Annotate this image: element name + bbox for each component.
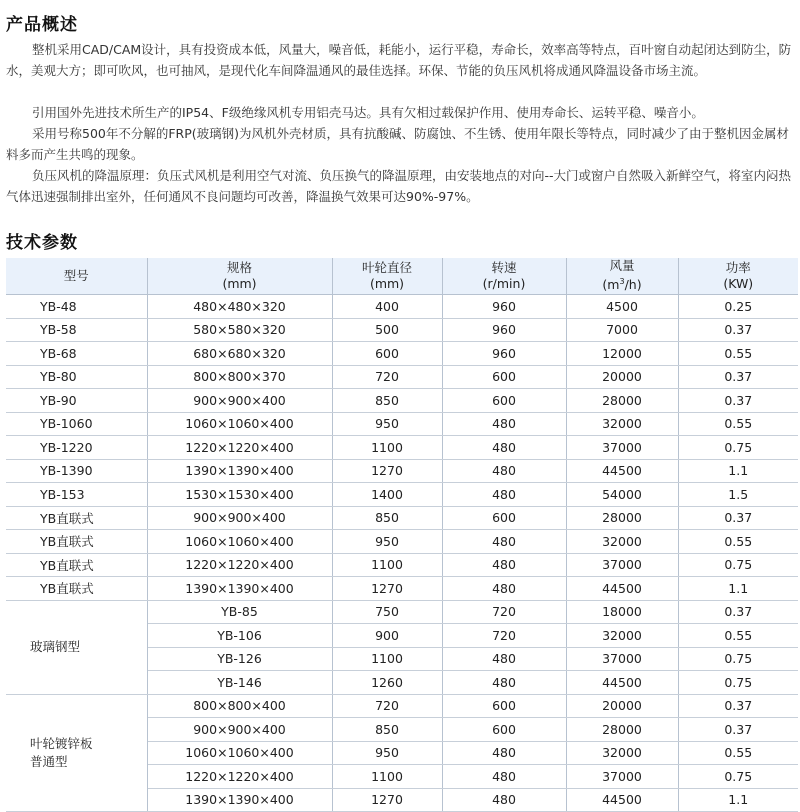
cell-airflow: 18000 (566, 600, 678, 624)
cell-impeller: 1100 (332, 553, 442, 577)
cell-impeller: 720 (332, 694, 442, 718)
spec-table-header (6, 258, 798, 295)
cell-speed: 480 (442, 483, 566, 507)
table-row (6, 483, 798, 507)
cell-airflow: 32000 (566, 412, 678, 436)
cell-speed: 480 (442, 765, 566, 789)
table-row (6, 412, 798, 436)
cell-airflow: 32000 (566, 741, 678, 765)
overview-paragraph-4: 负压风机的降温原理：负压式风机是利用空气对流、负压换气的降温原理，由安装地点的对向--大门或窗户自然吸入新鲜空气，将室内闷热气体迅速强制排出室外，任何通风不良问题均可改善，降温换气效果可达90%-97%。 (6, 168, 792, 204)
cell-impeller: 500 (332, 318, 442, 342)
cell-size: 800×800×370 (147, 365, 332, 389)
cell-model: YB-80 (6, 365, 147, 389)
cell-airflow: 44500 (566, 459, 678, 483)
cell-airflow: 28000 (566, 506, 678, 530)
cell-size: 800×800×400 (147, 694, 332, 718)
cell-model: YB-1390 (6, 459, 147, 483)
cell-impeller: 1400 (332, 483, 442, 507)
cell-impeller: 750 (332, 600, 442, 624)
table-row (6, 365, 798, 389)
cell-speed: 720 (442, 624, 566, 648)
header-airflow: 风量 $(m^3/h)$ (566, 258, 678, 295)
cell-airflow: 44500 (566, 671, 678, 695)
cell-size: 1220×1220×400 (147, 553, 332, 577)
cell-speed: 600 (442, 718, 566, 742)
cell-size: 1060×1060×400 (147, 530, 332, 554)
cell-power: 0.55 (678, 342, 798, 366)
header-speed: 转速 (r/min) (442, 258, 566, 295)
table-row (6, 506, 798, 530)
cell-power: 1.1 (678, 459, 798, 483)
cell-speed: 480 (442, 459, 566, 483)
header-model: 型号 (6, 258, 147, 295)
table-row (6, 577, 798, 601)
cell-power: 0.37 (678, 365, 798, 389)
cell-airflow: 37000 (566, 647, 678, 671)
cell-speed: 480 (442, 671, 566, 695)
cell-speed: 960 (442, 342, 566, 366)
cell-size: 480×480×320 (147, 295, 332, 319)
cell-airflow: 44500 (566, 788, 678, 812)
table-row (6, 530, 798, 554)
cell-power: 0.37 (678, 600, 798, 624)
header-size: 规格 (mm) (147, 258, 332, 295)
table-row (6, 694, 798, 718)
table-row (6, 295, 798, 319)
cell-model: YB-153 (6, 483, 147, 507)
cell-speed: 480 (442, 741, 566, 765)
table-row (6, 318, 798, 342)
cell-speed: 480 (442, 553, 566, 577)
cell-size: 900×900×400 (147, 718, 332, 742)
cell-airflow: 32000 (566, 624, 678, 648)
cell-size: 1390×1390×400 (147, 577, 332, 601)
cell-model: YB-126 (147, 647, 332, 671)
group-label-galvanized: 叶轮镀锌板 普通型 (6, 694, 147, 812)
cell-speed: 480 (442, 412, 566, 436)
cell-power: 0.55 (678, 412, 798, 436)
cell-size: 1060×1060×400 (147, 412, 332, 436)
cell-power: 0.55 (678, 624, 798, 648)
cell-impeller: 1100 (332, 647, 442, 671)
header-power: 功率 (KW) (678, 258, 798, 295)
cell-model: YB-90 (6, 389, 147, 413)
cell-power: 0.37 (678, 506, 798, 530)
cell-speed: 960 (442, 318, 566, 342)
cell-power: 0.55 (678, 741, 798, 765)
spec-table (6, 258, 798, 812)
cell-size: 1390×1390×400 (147, 459, 332, 483)
cell-impeller: 1260 (332, 671, 442, 695)
cell-impeller: 1270 (332, 577, 442, 601)
cell-speed: 960 (442, 295, 566, 319)
cell-size: 1220×1220×400 (147, 765, 332, 789)
cell-airflow: 37000 (566, 436, 678, 460)
cell-model: YB直联式 (6, 577, 147, 601)
cell-impeller: 950 (332, 741, 442, 765)
cell-speed: 480 (442, 436, 566, 460)
group-label-frp: 玻璃钢型 (6, 600, 147, 694)
overview-paragraph-1: 整机采用CAD/CAM设计，具有投资成本低，风量大，噪音低，耗能小，运行平稳，寿命长，效率高等特点，百叶窗自动起闭达到防尘，防水，美观大方；即可吹风，也可抽风，是现代化车间降温通风的最佳选择。环保、节能的负压风机将成通风降温设备市场主流。 (6, 42, 792, 78)
cell-power: 1.1 (678, 788, 798, 812)
cell-impeller: 950 (332, 530, 442, 554)
cell-airflow: 28000 (566, 389, 678, 413)
cell-size: 680×680×320 (147, 342, 332, 366)
cell-impeller: 400 (332, 295, 442, 319)
cell-speed: 480 (442, 647, 566, 671)
cell-impeller: 850 (332, 389, 442, 413)
cell-impeller: 1100 (332, 436, 442, 460)
cell-size: 900×900×400 (147, 389, 332, 413)
cell-size: 1060×1060×400 (147, 741, 332, 765)
cell-power: 0.37 (678, 694, 798, 718)
cell-impeller: 1270 (332, 788, 442, 812)
cell-model: YB直联式 (6, 553, 147, 577)
cell-speed: 600 (442, 506, 566, 530)
cell-speed: 480 (442, 530, 566, 554)
cell-size: 1220×1220×400 (147, 436, 332, 460)
cell-model: YB直联式 (6, 506, 147, 530)
cell-power: 0.75 (678, 553, 798, 577)
cell-model: YB-146 (147, 671, 332, 695)
table-row (6, 553, 798, 577)
cell-power: 0.55 (678, 530, 798, 554)
cell-speed: 480 (442, 577, 566, 601)
table-row (6, 342, 798, 366)
cell-power: 0.37 (678, 389, 798, 413)
cell-power: 0.25 (678, 295, 798, 319)
cell-impeller: 850 (332, 506, 442, 530)
cell-airflow: 20000 (566, 365, 678, 389)
cell-speed: 600 (442, 365, 566, 389)
cell-power: 0.75 (678, 765, 798, 789)
cell-speed: 600 (442, 694, 566, 718)
cell-size: 1530×1530×400 (147, 483, 332, 507)
overview-paragraph-3: 采用号称500年不分解的FRP(玻璃钢)为风机外壳材质，具有抗酸碱、防腐蚀、不生锈、使用年限长等特点，同时减少了由于整机因金属材料多而产生共鸣的现象。 (6, 126, 790, 162)
cell-model: YB直联式 (6, 530, 147, 554)
cell-model: YB-106 (147, 624, 332, 648)
overview-title: 产品概述 (6, 15, 78, 35)
cell-power: 0.75 (678, 436, 798, 460)
cell-impeller: 950 (332, 412, 442, 436)
cell-airflow: 54000 (566, 483, 678, 507)
cell-power: 1.1 (678, 577, 798, 601)
cell-airflow: 28000 (566, 718, 678, 742)
cell-airflow: 44500 (566, 577, 678, 601)
cell-model: YB-1060 (6, 412, 147, 436)
header-impeller: 叶轮直径 (mm) (332, 258, 442, 295)
cell-power: 0.37 (678, 318, 798, 342)
cell-power: 0.75 (678, 671, 798, 695)
table-row (6, 459, 798, 483)
cell-impeller: 1100 (332, 765, 442, 789)
cell-impeller: 900 (332, 624, 442, 648)
cell-airflow: 20000 (566, 694, 678, 718)
overview-paragraph-2: 引用国外先进技术所生产的IP54、F级绝缘风机专用铝壳马达。具有欠相过载保护作用、使用寿命长、运转平稳、噪音小。 (32, 105, 704, 120)
cell-impeller: 850 (332, 718, 442, 742)
table-row (6, 436, 798, 460)
cell-model: YB-58 (6, 318, 147, 342)
cell-model: YB-1220 (6, 436, 147, 460)
cell-impeller: 1270 (332, 459, 442, 483)
cell-speed: 600 (442, 389, 566, 413)
cell-model: YB-68 (6, 342, 147, 366)
cell-power: 0.75 (678, 647, 798, 671)
cell-airflow: 12000 (566, 342, 678, 366)
cell-size: 900×900×400 (147, 506, 332, 530)
cell-airflow: 37000 (566, 765, 678, 789)
cell-size: 1390×1390×400 (147, 788, 332, 812)
cell-airflow: 7000 (566, 318, 678, 342)
cell-airflow: 32000 (566, 530, 678, 554)
cell-size: 580×580×320 (147, 318, 332, 342)
cell-power: 1.5 (678, 483, 798, 507)
table-row (6, 389, 798, 413)
cell-speed: 720 (442, 600, 566, 624)
table-row (6, 600, 798, 624)
specs-title: 技术参数 (6, 233, 78, 253)
cell-model: YB-48 (6, 295, 147, 319)
cell-model: YB-85 (147, 600, 332, 624)
cell-impeller: 720 (332, 365, 442, 389)
cell-speed: 480 (442, 788, 566, 812)
cell-airflow: 37000 (566, 553, 678, 577)
cell-power: 0.37 (678, 718, 798, 742)
cell-airflow: 4500 (566, 295, 678, 319)
cell-impeller: 600 (332, 342, 442, 366)
